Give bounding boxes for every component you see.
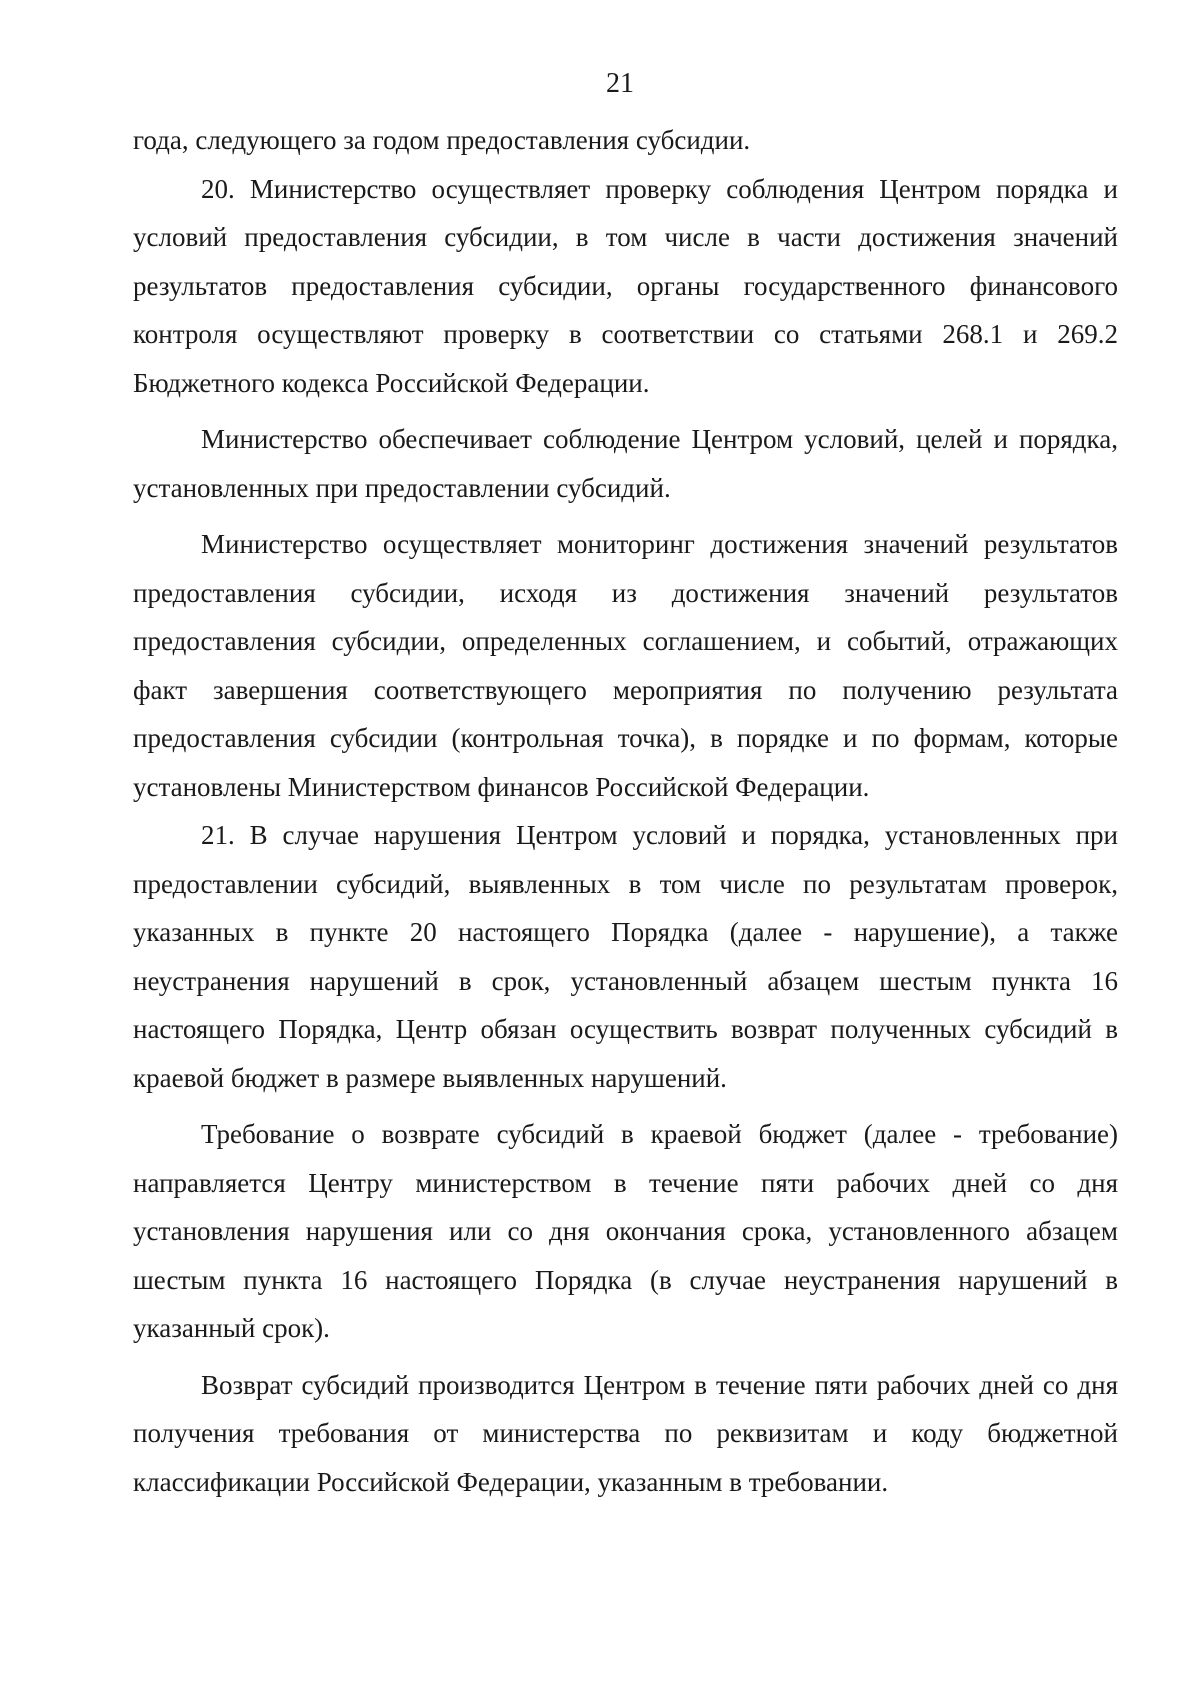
paragraph-refund-execution: Возврат субсидий производится Центром в течение пяти рабочих дней со дня получения требования от министерства по реквизитам и коду бюджетной классификации Российской Федерации, указанным в требовании.	[133, 1369, 1118, 1497]
paragraph-item-21: 21. В случае нарушения Центром условий и порядка, установленных при предоставлении субсидий, выявленных в том числе по результатам проверок, указанных в пункте 20 настоящего Порядка (далее - нарушение), а также неустранения нарушений в срок, установленный абзацем шестым пункта 16 настоящего Порядка, Центр обязан осуществить возврат полученных субсидий в краевой бюджет в размере выявленных нарушений.	[133, 820, 1118, 1093]
paragraph-refund-demand: Требование о возврате субсидий в краевой бюджет (далее - требование) направляется Центру министерством в течение пяти рабочих дней со дня установления нарушения или со дня окончания срока, установленного абзацем шестым пункта 16 настоящего Порядка (в случае неустранения нарушений в указанный срок).	[133, 1119, 1118, 1343]
paragraph-continuation: года, следующего за годом предоставления субсидии.	[133, 125, 751, 155]
paragraph-ministry-monitoring: Министерство осуществляет мониторинг достижения значений результатов предоставления субсидии, исходя из достижения значений результатов предоставления субсидии, определенных соглашением, и событий, отражающих факт завершения соответствующего мероприятия по получению результата предоставления субсидии (контрольная точка), в порядке и по формам, которые установлены Министерством финансов Российской Федерации.	[133, 529, 1118, 802]
paragraph-ministry-ensures: Министерство обеспечивает соблюдение Центром условий, целей и порядка, установленных при предоставлении субсидий.	[133, 424, 1118, 503]
body-text	[133, 116, 1118, 1506]
page-number: 21	[606, 68, 634, 99]
paragraph-item-20: 20. Министерство осуществляет проверку соблюдения Центром порядка и условий предоставления субсидии, в том числе в части достижения значений результатов предоставления субсидии, органы государственного финансового контроля осуществляют проверку в соответствии со статьями 268.1 и 269.2 Бюджетного кодекса Российской Федерации.	[133, 173, 1118, 398]
